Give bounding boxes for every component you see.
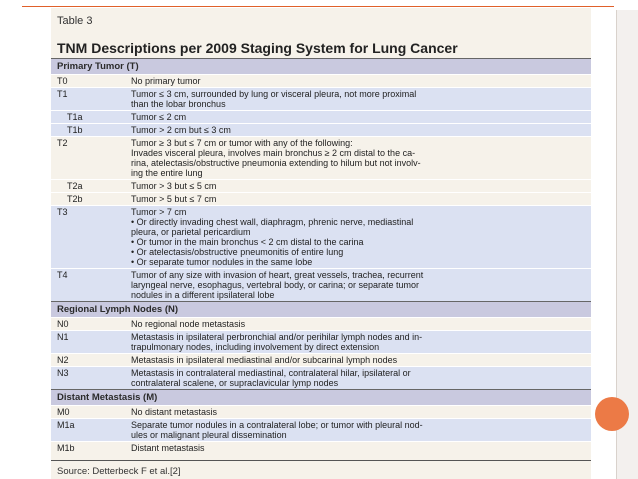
- stage-description: [131, 111, 591, 123]
- stage-code: M0: [57, 407, 70, 417]
- stage-code: T0: [57, 76, 68, 86]
- description-line: ules or malignant pleural dissemination: [131, 430, 287, 440]
- stage-description: [131, 269, 591, 301]
- table-title: TNM Descriptions per 2009 Staging System for Lung Cancer: [57, 40, 458, 56]
- description-line: Metastasis in ipsilateral mediastinal and/or subcarinal lymph nodes: [131, 355, 398, 365]
- table-document: [51, 8, 591, 479]
- tnm-table: [51, 58, 591, 454]
- table-row: [51, 366, 591, 389]
- description-line: Tumor of any size with invasion of heart, great vessels, trachea, recurrent: [131, 270, 424, 280]
- description-line: trapulmonary nodes, including involvement by direct extension: [131, 342, 380, 352]
- table-row: [51, 110, 591, 123]
- table-row: [51, 74, 591, 87]
- description-line: Tumor ≤ 3 cm, surrounded by lung or visceral pleura, not more proximal: [131, 89, 417, 99]
- description-line: Tumor > 7 cm: [131, 207, 187, 217]
- table-row: [51, 87, 591, 110]
- table-row: [51, 353, 591, 366]
- description-line: laryngeal nerve, esophagus, vertebral body, or carina; or separate tumor: [131, 280, 419, 290]
- description-line: Metastasis in ipsilateral perbronchial and/or perihilar lymph nodes and in-: [131, 332, 423, 342]
- stage-code: T2: [57, 138, 68, 148]
- stage-description: [131, 180, 591, 192]
- stage-description: [131, 419, 591, 441]
- table-row: [51, 192, 591, 205]
- description-line: Distant metastasis: [131, 443, 205, 453]
- stage-code: T4: [57, 270, 68, 280]
- description-line: Invades visceral pleura, involves main bronchus ≥ 2 cm distal to the ca-: [131, 148, 416, 158]
- description-line: than the lobar bronchus: [131, 99, 226, 109]
- stage-description: [131, 124, 591, 136]
- table-row: [51, 317, 591, 330]
- stage-description: [131, 367, 591, 389]
- table-row: [51, 330, 591, 353]
- table-row: [51, 136, 591, 179]
- description-line: No distant metastasis: [131, 407, 218, 417]
- stage-code: T3: [57, 207, 68, 217]
- stage-description: [131, 75, 591, 87]
- stage-description: [131, 88, 591, 110]
- description-line: nodules in a different ipsilateral lobe: [131, 290, 275, 300]
- section-heading: Primary Tumor (T): [51, 58, 591, 74]
- stage-code: M1a: [57, 420, 75, 430]
- description-line: rina, atelectasis/obstructive pneumonia extending to hilum but not involv-: [131, 158, 421, 168]
- stage-code: T1b: [67, 125, 83, 135]
- description-line: Tumor ≥ 3 but ≤ 7 cm or tumor with any of the following:: [131, 138, 353, 148]
- description-line: contralateral scalene, or supraclavicular lymp nodes: [131, 378, 339, 388]
- stage-description: [131, 193, 591, 205]
- stage-code: T2b: [67, 194, 83, 204]
- description-line: • Or directly invading chest wall, diaphragm, phrenic nerve, mediastinal: [131, 217, 414, 227]
- stage-code: M1b: [57, 443, 75, 453]
- stage-description: [131, 406, 591, 418]
- table-row: [51, 418, 591, 441]
- stage-description: [131, 137, 591, 179]
- stage-code: T1a: [67, 112, 83, 122]
- stage-description: [131, 331, 591, 353]
- table-row: [51, 268, 591, 301]
- stage-code: T1: [57, 89, 68, 99]
- section-heading: Regional Lymph Nodes (N): [51, 301, 591, 317]
- description-line: No regional node metastasis: [131, 319, 246, 329]
- stage-code: N3: [57, 368, 69, 378]
- description-line: Tumor > 2 cm but ≤ 3 cm: [131, 125, 231, 135]
- stage-code: N1: [57, 332, 69, 342]
- source-divider: [51, 460, 591, 461]
- stage-description: [131, 206, 591, 268]
- slide-accent-circle: [595, 397, 629, 431]
- stage-description: [131, 442, 591, 454]
- description-line: ing the entire lung: [131, 168, 203, 178]
- table-row: [51, 123, 591, 136]
- slide-top-rule: [22, 6, 614, 7]
- description-line: Separate tumor nodules in a contralateral lobe; or tumor with pleural nod-: [131, 420, 423, 430]
- description-line: Metastasis in contralateral mediastinal, contralateral hilar, ipsilateral or: [131, 368, 411, 378]
- description-line: pleura, or parietal pericardium: [131, 227, 251, 237]
- stage-code: N0: [57, 319, 69, 329]
- table-source: Source: Detterbeck F et al.[2]: [57, 466, 181, 477]
- table-number: Table 3: [57, 15, 93, 27]
- stage-description: [131, 318, 591, 330]
- table-row: [51, 205, 591, 268]
- description-line: Tumor > 3 but ≤ 5 cm: [131, 181, 217, 191]
- description-line: Tumor > 5 but ≤ 7 cm: [131, 194, 217, 204]
- table-row: [51, 405, 591, 418]
- section-heading: Distant Metastasis (M): [51, 389, 591, 405]
- stage-code: T2a: [67, 181, 83, 191]
- description-line: Tumor ≤ 2 cm: [131, 112, 187, 122]
- stage-code: N2: [57, 355, 69, 365]
- description-line: • Or separate tumor nodules in the same lobe: [131, 257, 313, 267]
- description-line: No primary tumor: [131, 76, 201, 86]
- table-row: [51, 441, 591, 454]
- table-row: [51, 179, 591, 192]
- description-line: • Or tumor in the main bronchus < 2 cm distal to the carina: [131, 237, 364, 247]
- description-line: • Or atelectasis/obstructive pneumonitis of entire lung: [131, 247, 344, 257]
- stage-description: [131, 354, 591, 366]
